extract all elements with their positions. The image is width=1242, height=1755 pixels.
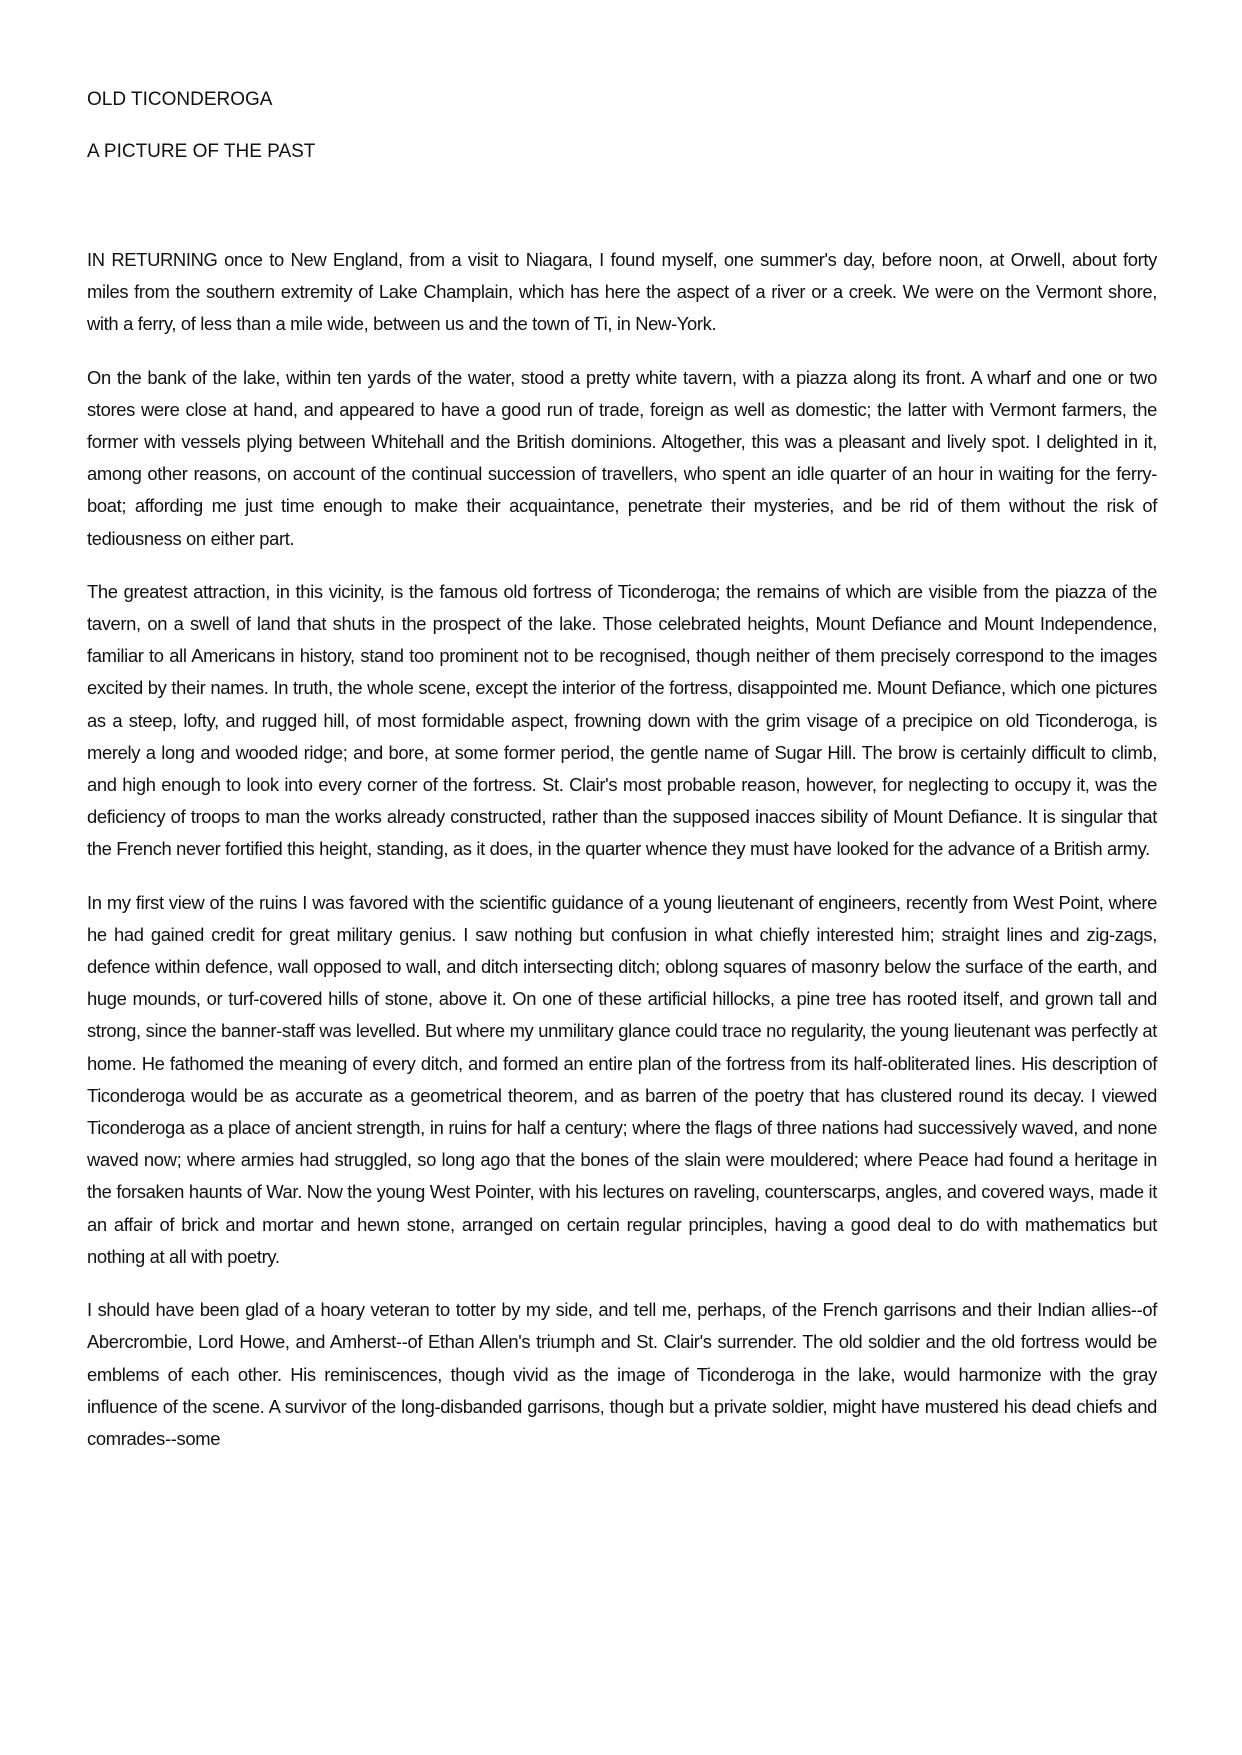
paragraph: IN RETURNING once to New England, from a visit to Niagara, I found myself, one summer's day, before noon, at Orwell, about forty miles from the southern extremity of Lake Champlain, which has here the aspect of a river or a creek. We were on the Vermont shore, with a ferry, of less than a mile wide, between us and the town of Ti, in New-York. [87,249,1157,335]
paragraph: The greatest attraction, in this vicinity, is the famous old fortress of Ticonderoga; the remains of which are visible from the piazza of the tavern, on a swell of land that shuts in the prospect of the lake. Those celebrated heights, Mount Defiance and Mount Independence, familiar to all Americans in history, stand too prominent not to be recognised, though neither of them precisely correspond to the images excited by their names. In truth, the whole scene, except the interior of the fortress, disappointed me. Mount Defiance, which one pictures as a steep, lofty, and rugged hill, of most formidable aspect, frowning down with the grim visage of a precipice on old Ticonderoga, is merely a long and wooded ridge; and bore, at some former period, the gentle name of Sugar Hill. The brow is certainly difficult to climb, and high enough to look into every corner of the fortress. St. Clair's most probable reason, however, for neglecting to occupy it, was the deficiency of troops to man the works already constructed, rather than the supposed inacces sibility of Mount Defiance. It is singular that the French never fortified this height, standing, as it does, in the quarter whence they must have looked for the advance of a British army. [87,580,1157,860]
paragraph: On the bank of the lake, within ten yards of the water, stood a pretty white tavern, with a piazza along its front. A wharf and one or two stores were close at hand, and appeared to have a good run of trade, foreign as well as domestic; the latter with Vermont farmers, the former with vessels plying between Whitehall and the British dominions. Altogether, this was a pleasant and lively spot. I delighted in it, among other reasons, on account of the continual succession of travellers, who spent an idle quarter of an hour in waiting for the ferry-boat; affording me just time enough to make their acquaintance, penetrate their mysteries, and be rid of them without the risk of tediousness on either part. [87,366,1157,549]
paragraph: I should have been glad of a hoary veteran to totter by my side, and tell me, perhaps, of the French garrisons and their Indian allies--of Abercrombie, Lord Howe, and Amherst--of Ethan Allen's triumph and St. Clair's surrender. The old soldier and the old fortress would be emblems of each other. His reminiscences, though vivid as the image of Ticonderoga in the lake, would harmonize with the gray influence of the scene. A survivor of the long-disbanded garrisons, though but a private soldier, might have mustered his dead chiefs and comrades--some [87,1299,1157,1449]
paragraph: In my first view of the ruins I was favored with the scientific guidance of a young lieutenant of engineers, recently from West Point, where he had gained credit for great military genius. I saw nothing but confusion in what chiefly interested him; straight lines and zig-zags, defence within defence, wall opposed to wall, and ditch intersecting ditch; oblong squares of masonry below the surface of the earth, and huge mounds, or turf-covered hills of stone, above it. On one of these artificial hillocks, a pine tree has rooted itself, and grown tall and strong, since the banner-staff was levelled. But where my unmilitary glance could trace no regularity, the young lieutenant was perfectly at home. He fathomed the meaning of every ditch, and formed an entire plan of the fortress from its half-obliterated lines. His description of Ticonderoga would be as accurate as a geometrical theorem, and as barren of the poetry that has clustered round its decay. I viewed Ticonderoga as a place of ancient strength, in ruins for half a century; where the flags of three nations had successively waved, and none waved now; where armies had struggled, so long ago that the bones of the slain were mouldered; where Peace had found a heritage in the forsaken haunts of War. Now the young West Pointer, with his lectures on raveling, counterscarps, angles, and covered ways, made it an affair of brick and mortar and hewn stone, arranged on certain regular principles, having a good deal to do with mathematics but nothing at all with poetry. [87,891,1157,1267]
document-title: OLD TICONDEROGA [87,89,273,110]
document-subtitle: A PICTURE OF THE PAST [87,141,316,162]
document-body [87,244,1157,1476]
